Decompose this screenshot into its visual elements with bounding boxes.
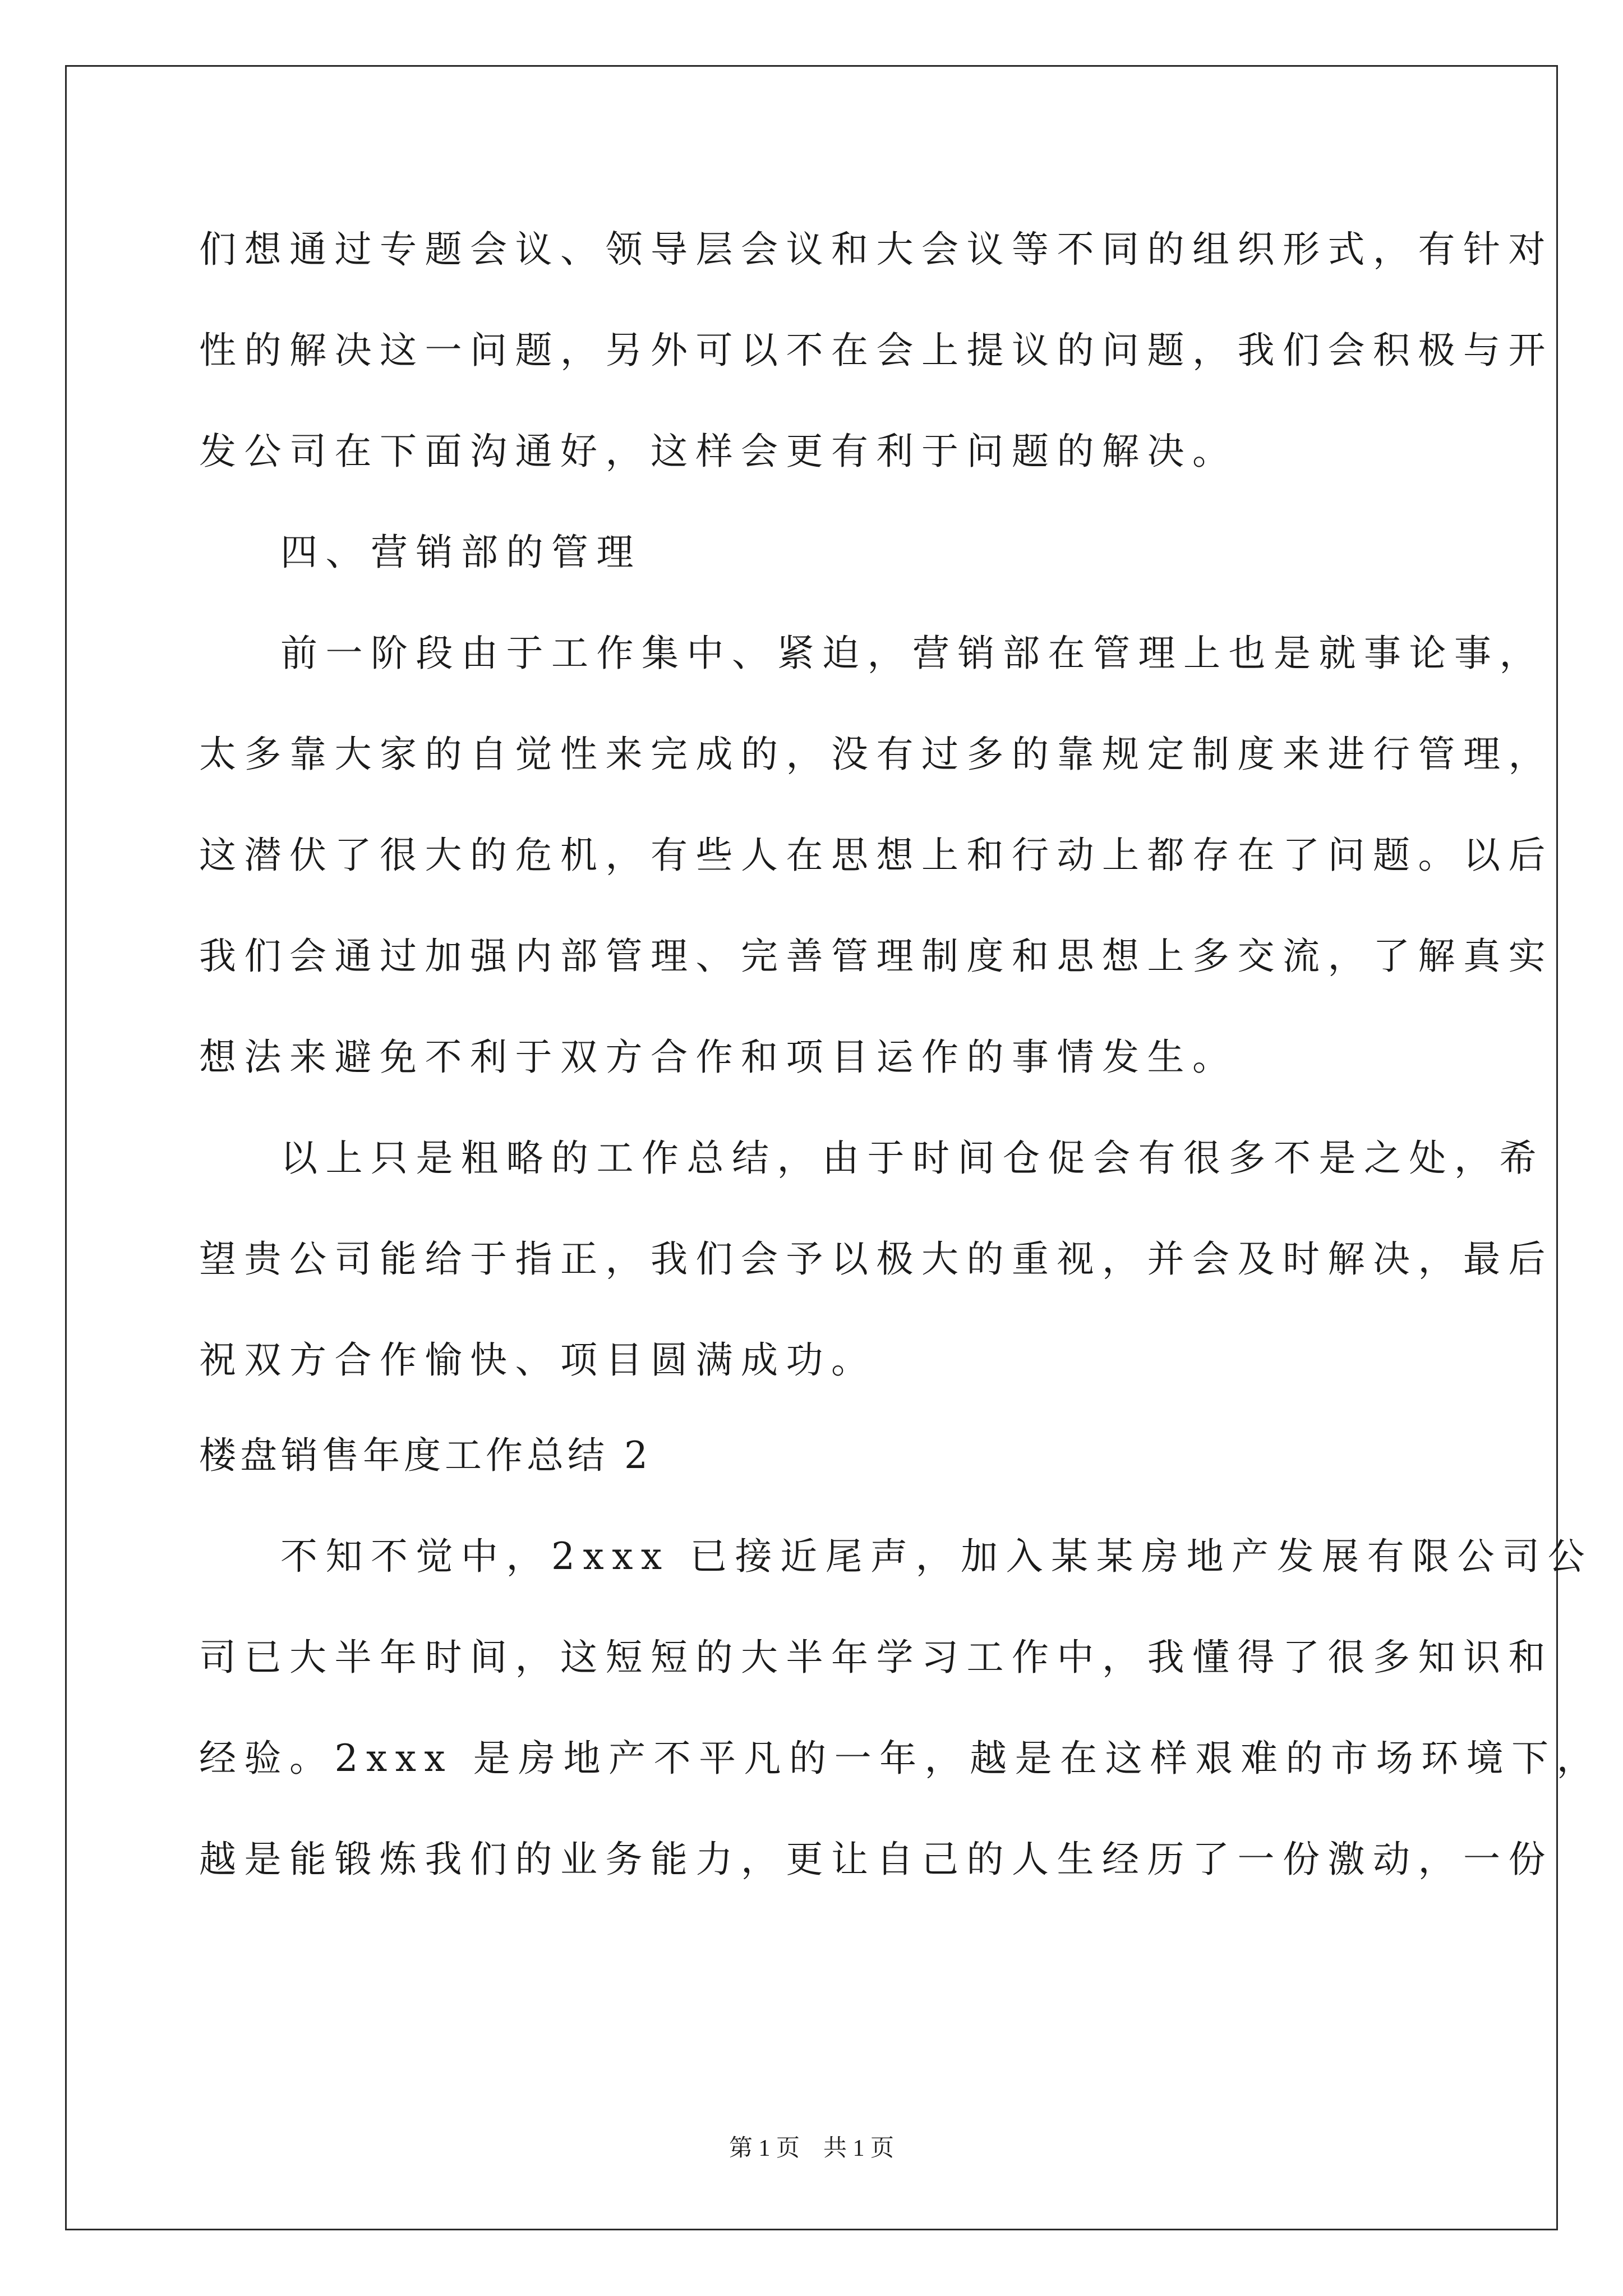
text-line: 越是能锻炼我们的业务能力，更让自己的人生经历了一份激动，一份 <box>199 1838 1553 1881</box>
section-subheading: 四、营销部的管理 <box>280 531 642 574</box>
text-line: 发公司在下面沟通好，这样会更有利于问题的解决。 <box>199 430 1238 473</box>
text-line: 前一阶段由于工作集中、紧迫，营销部在管理上也是就事论事， <box>280 632 1544 675</box>
text-line: 们想通过专题会议、领导层会议和大会议等不同的组织形式，有针对 <box>199 228 1553 271</box>
text-line: 想法来避免不利于双方合作和项目运作的事情发生。 <box>199 1036 1238 1079</box>
text-line: 祝双方合作愉快、项目圆满成功。 <box>199 1338 877 1382</box>
text-line: 太多靠大家的自觉性来完成的，没有过多的靠规定制度来进行管理， <box>199 733 1553 776</box>
text-line: 经验。2xxx 是房地产不平凡的一年，越是在这样艰难的市场环境下， <box>199 1737 1602 1780</box>
document-title: 楼盘销售年度工作总结 2 <box>199 1434 652 1477</box>
text-line: 我们会通过加强内部管理、完善管理制度和思想上多交流，了解真实 <box>199 935 1553 978</box>
text-line: 性的解决这一问题，另外可以不在会上提议的问题，我们会积极与开 <box>199 329 1553 372</box>
text-line: 不知不觉中，2xxx 已接近尾声，加入某某房地产发展有限公司公 <box>280 1535 1593 1578</box>
page-number-footer: 第 1 页 共 1 页 <box>728 2136 894 2161</box>
text-line: 望贵公司能给于指正，我们会予以极大的重视，并会及时解决，最后 <box>199 1237 1553 1281</box>
text-line: 以上只是粗略的工作总结，由于时间仓促会有很多不是之处，希 <box>280 1137 1544 1180</box>
text-line: 这潜伏了很大的危机，有些人在思想上和行动上都存在了问题。以后 <box>199 834 1553 877</box>
text-line: 司已大半年时间，这短短的大半年学习工作中，我懂得了很多知识和 <box>199 1636 1553 1679</box>
